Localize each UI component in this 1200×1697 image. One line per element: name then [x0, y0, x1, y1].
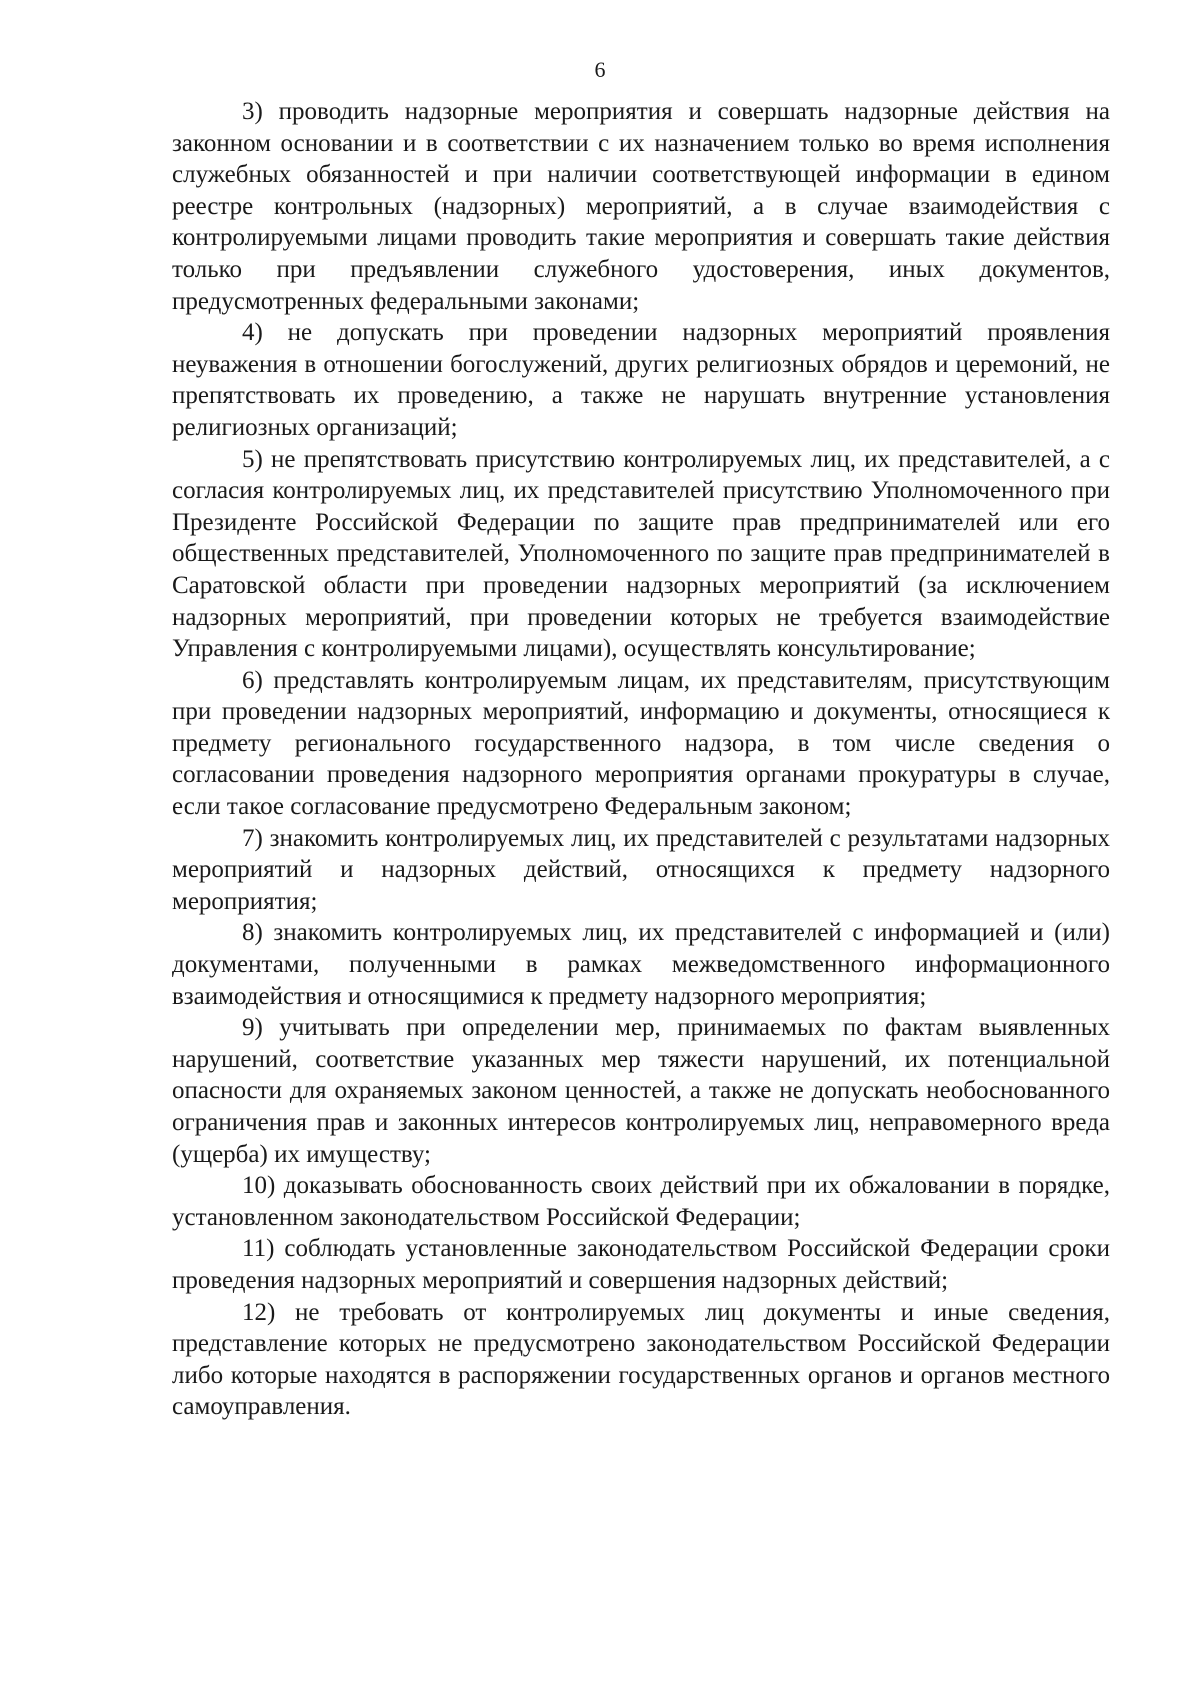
list-item-8: 8) знакомить контролируемых лиц, их представителей с информацией и (или) документами, полученными в рамках межведомственного информационного взаимодействия и относящимися к предмету надзорного мероприятия;: [172, 919, 1110, 1010]
list-item-4: 4) не допускать при проведении надзорных мероприятий проявления неуважения в отношении богослужений, других религиозных обрядов и церемоний, не препятствовать их проведению, а также не нарушать внутренние установления религиозных организаций;: [172, 319, 1110, 441]
page-number: 6: [594, 57, 606, 82]
list-item-3: 3) проводить надзорные мероприятия и совершать надзорные действия на законном основании и в соответствии с их назначением только во время исполнения служебных обязанностей и при наличии соответствующей информации в едином реестре контрольных (надзорных) мероприятий, а в случае взаимодействия с контролируемыми лицами проводить такие мероприятия и совершать такие действия только при предъявлении служебного удостоверения, иных документов, предусмотренных федеральными законами;: [172, 98, 1110, 315]
document-body: [172, 96, 1110, 1423]
list-item-10: 10) доказывать обоснованность своих действий при их обжаловании в порядке, установленном законодательством Российской Федерации;: [172, 1172, 1110, 1231]
list-item-9: 9) учитывать при определении мер, принимаемых по фактам выявленных нарушений, соответствие указанных мер тяжести нарушений, их потенциальной опасности для охраняемых законом ценностей, а также не допускать необоснованного ограничения прав и законных интересов контролируемых лиц, неправомерного вреда (ущерба) их имуществу;: [172, 1014, 1110, 1168]
list-item-6: 6) представлять контролируемым лицам, их представителям, присутствующим при проведении надзорных мероприятий, информацию и документы, относящиеся к предмету регионального государственного надзора, в том числе сведения о согласовании проведения надзорного мероприятия органами прокуратуры в случае, если такое согласование предусмотрено Федеральным законом;: [172, 666, 1110, 821]
list-item-5: 5) не препятствовать присутствию контролируемых лиц, их представителей, а с согласия контролируемых лиц, их представителей присутствию Уполномоченного при Президенте Российской Федерации по защите прав предпринимателей или его общественных представителей, Уполномоченного по защите прав предпринимателей в Саратовской области при проведении надзорных мероприятий (за исключением надзорных мероприятий, при проведении которых не требуется взаимодействие Управления с контролируемыми лицами), осуществлять консультирование;: [172, 445, 1110, 663]
list-item-12: 12) не требовать от контролируемых лиц документы и иные сведения, представление которых не предусмотрено законодательством Российской Федерации либо которые находятся в распоряжении государственных органов и органов местного самоуправления.: [172, 1298, 1110, 1421]
list-item-11: 11) соблюдать установленные законодательством Российской Федерации сроки проведения надзорных мероприятий и совершения надзорных действий;: [172, 1235, 1110, 1294]
list-item-7: 7) знакомить контролируемых лиц, их представителей с результатами надзорных мероприятий и надзорных действий, относящихся к предмету надзорного мероприятия;: [172, 824, 1110, 915]
